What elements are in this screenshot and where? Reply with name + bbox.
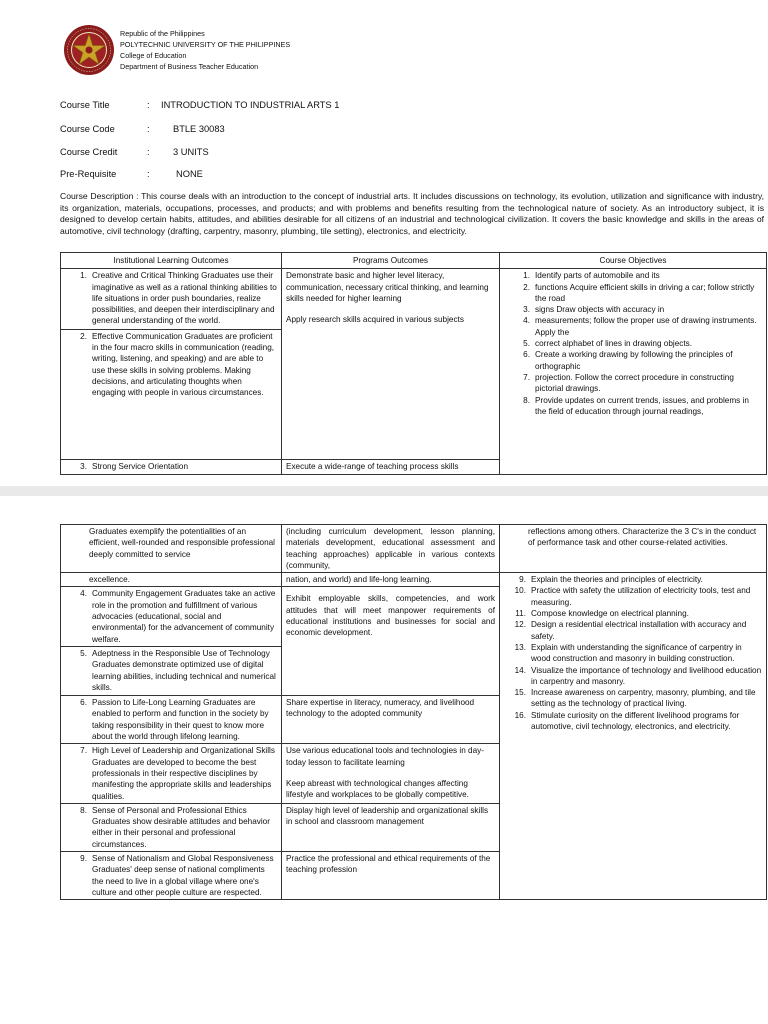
ilo-cell bbox=[61, 587, 282, 696]
ilo-cell bbox=[61, 852, 282, 900]
course-description: Course Description : This course deals with an introduction to the concept of industrial arts. It includes discussions on technology, its evolution, utilization and significance with industry, its organization, materials, occupations, processes, and products; and with problems and benefits resulting from the technological nature of society. As an introductory subject, it is designed to develop certain habits, attitudes, and abilities desirable for all citizens of an industrial and technological civilization. It covers the basic knowledge and skills in the areas of automotive, civil technology (drafting, carpentry, masonry, plumbing, tile setting), electronics, and electricity. bbox=[60, 191, 764, 236]
program-outcome: Keep abreast with technological changes affecting lifestyle and workplaces to be globally competitive. bbox=[286, 778, 469, 800]
list-item: 12. Design a residential electrical installation with accuracy and safety. bbox=[514, 620, 747, 641]
letterhead-line: POLYTECHNIC UNIVERSITY OF THE PHILIPPINES bbox=[120, 40, 291, 49]
list-item: 13. Explain with understanding the significance of carpentry in wood construction and masonry in building construction. bbox=[514, 642, 742, 664]
ilo-list bbox=[65, 697, 277, 742]
objectives-cell bbox=[500, 269, 767, 474]
ilo-list bbox=[61, 330, 281, 399]
po-cell: Execute a wide-range of teaching process skills bbox=[282, 460, 500, 474]
letterhead bbox=[63, 24, 290, 76]
list-item: 7. projection. Follow the correct procedure in constructing pictorial drawings. bbox=[523, 372, 734, 394]
list-item: 6. Passion to Life-Long Learning Graduates are enabled to perform and function in the society by taking responsibility in their quest to know more about the world through lifelong learning. bbox=[80, 698, 269, 742]
list-item: 10. Practice with safety the utilization of electricity tools, test and measuring. bbox=[514, 586, 751, 607]
course-code-label: Course Code bbox=[60, 124, 115, 134]
ilo-cell bbox=[61, 803, 282, 851]
ilo-cell: Graduates exemplify the potentialities of an efficient, well-rounded and responsible professional deeply committed to service bbox=[61, 525, 282, 573]
objectives-list bbox=[504, 574, 762, 732]
letterhead-line: College of Education bbox=[120, 51, 187, 60]
ilo-cell bbox=[61, 269, 282, 460]
colon: : bbox=[147, 147, 150, 157]
ilo-cell bbox=[61, 696, 282, 744]
ilo-list bbox=[65, 805, 277, 850]
list-item: 15. Increase awareness on carpentry, masonry, plumbing, and tile setting as the technology of practical living. bbox=[514, 688, 756, 709]
ilo-list bbox=[61, 647, 281, 695]
list-item: 3. Strong Service Orientation bbox=[80, 462, 189, 472]
course-code-value: BTLE 30083 bbox=[173, 124, 225, 134]
table-row bbox=[61, 573, 767, 587]
list-item: 4. measurements; follow the proper use of drawing instruments. Apply the bbox=[523, 316, 757, 337]
list-item: 14. Visualize the importance of technology and livelihood education in carpentry and masonry. bbox=[514, 665, 762, 686]
prerequisite-label: Pre-Requisite bbox=[60, 169, 117, 179]
po-cell: Practice the professional and ethical requirements of the teaching profession bbox=[282, 852, 500, 900]
list-item: 8. Sense of Personal and Professional Ethics Graduates show desirable attitudes and behavior either in their personal and professional circumstances. bbox=[80, 805, 270, 849]
program-outcome: Use various educational tools and technologies in day-today lesson to facilitate learning bbox=[286, 746, 484, 767]
ilo-list bbox=[61, 587, 281, 646]
po-cell: Share expertise in literacy, numeracy, and livelihood technology to the adopted community bbox=[282, 696, 500, 744]
table-row bbox=[61, 525, 767, 573]
list-item: 9. Sense of Nationalism and Global Responsiveness Graduates' deep sense of national compliments the need to live in a global village where one's culture and other people culture are respected. bbox=[80, 854, 274, 897]
program-outcome: Demonstrate basic and higher level literacy, communication, necessary critical thinking, and learning skills needed for higher learning bbox=[286, 271, 489, 303]
list-item: 16. Stimulate curiosity on the different livelihood programs for automotive, civil technology, electronics, and electricity. bbox=[514, 710, 740, 732]
colon: : bbox=[147, 124, 150, 134]
letterhead-line: Republic of the Philippines bbox=[120, 29, 205, 38]
ilo-cell bbox=[61, 744, 282, 803]
list-item: 5. Adeptness in the Responsible Use of Technology Graduates demonstrate optimized use of digital learning abilities, including technical and numerical skills. bbox=[80, 648, 276, 692]
ilo-cell bbox=[61, 460, 282, 474]
column-header: Course Objectives bbox=[500, 253, 767, 269]
prerequisite-value: NONE bbox=[176, 169, 203, 179]
list-item: 5. correct alphabet of lines in drawing objects. bbox=[523, 339, 693, 349]
list-item: 2. functions Acquire efficient skills in driving a car; follow strictly the road bbox=[523, 282, 755, 303]
list-item: 2. Effective Communication Graduates are proficient in the four macro skills in communication (reading, writing, listening, and speaking) and are able to use these skills in solving problems. Making decisions, and articulating thoughts when engaging with people in various circumstances. bbox=[80, 331, 275, 398]
university-seal-icon bbox=[63, 24, 115, 76]
ilo-cell: excellence. bbox=[61, 573, 282, 587]
outcomes-table bbox=[60, 252, 767, 475]
list-item: 4. Community Engagement Graduates take an active role in the promotion and fulfillment of various advocacies (educational, social and environmental) for the advancement of community welfare. bbox=[80, 589, 276, 644]
list-item: 1. Identify parts of automobile and its bbox=[523, 271, 660, 281]
column-header: Programs Outcomes bbox=[282, 253, 500, 269]
course-title-value: INTRODUCTION TO INDUSTRIAL ARTS 1 bbox=[161, 100, 340, 110]
letterhead-line: Department of Business Teacher Education bbox=[120, 62, 259, 71]
colon: : bbox=[147, 100, 150, 110]
course-title-label: Course Title bbox=[60, 100, 110, 110]
document-page-2 bbox=[0, 496, 768, 1024]
list-item: 7. High Level of Leadership and Organizational Skills Graduates are developed to become the best professionals in their respective disciplines by manifesting the appropriate skills and leaderships qualities. bbox=[80, 746, 275, 801]
ilo-list bbox=[65, 745, 277, 801]
list-item: 6. Create a working drawing by following the principles of orthographic bbox=[523, 350, 733, 371]
list-item: 11. Compose knowledge on electrical planning. bbox=[515, 609, 689, 619]
list-item: 9. Explain the theories and principles of electricity. bbox=[519, 575, 703, 585]
table-header-row bbox=[61, 253, 767, 269]
list-item: 1. Creative and Critical Thinking Graduates use their imaginative as well as a rational thinking abilities to life situations in order push boundaries, realize possibilities, and deepen their interdisciplinary and general understanding of the world. bbox=[80, 271, 277, 326]
column-header: Institutional Learning Outcomes bbox=[61, 253, 282, 269]
objectives-list bbox=[508, 270, 762, 417]
objectives-cell bbox=[500, 573, 767, 900]
po-cell: nation, and world) and life-long learning. bbox=[282, 573, 500, 587]
ilo-list bbox=[61, 269, 281, 329]
ilo-list bbox=[65, 853, 277, 898]
objectives-cell: reflections among others. Characterize the 3 C's in the conduct of performance task and other course-related activities. bbox=[500, 525, 767, 573]
list-item: 3. signs Draw objects with accuracy in bbox=[523, 305, 665, 315]
ilo-list bbox=[65, 461, 277, 472]
po-cell: Display high level of leadership and organizational skills in school and classroom management bbox=[282, 803, 500, 851]
course-credit-label: Course Credit bbox=[60, 147, 118, 157]
letterhead-text bbox=[120, 28, 290, 72]
po-cell: (including curriculum development, lesson planning, materials development, educational assessment and teaching approaches) applicable in various contexts (community, bbox=[282, 525, 500, 573]
list-item: 8. Provide updates on current trends, issues, and problems in the field of education through journal readings, bbox=[523, 395, 749, 416]
program-outcome: Apply research skills acquired in various subjects bbox=[286, 315, 464, 325]
course-credit-value: 3 UNITS bbox=[173, 147, 209, 157]
outcomes-table-continued bbox=[60, 524, 767, 900]
table-row bbox=[61, 269, 767, 460]
document-page-1 bbox=[0, 0, 768, 486]
colon: : bbox=[147, 169, 150, 179]
po-cell: Exhibit employable skills, competencies, and work attitudes that will meet manpower requirements of educational institutions and businesses for social and economic development. bbox=[282, 587, 500, 696]
po-cell bbox=[282, 744, 500, 803]
po-cell bbox=[282, 269, 500, 460]
